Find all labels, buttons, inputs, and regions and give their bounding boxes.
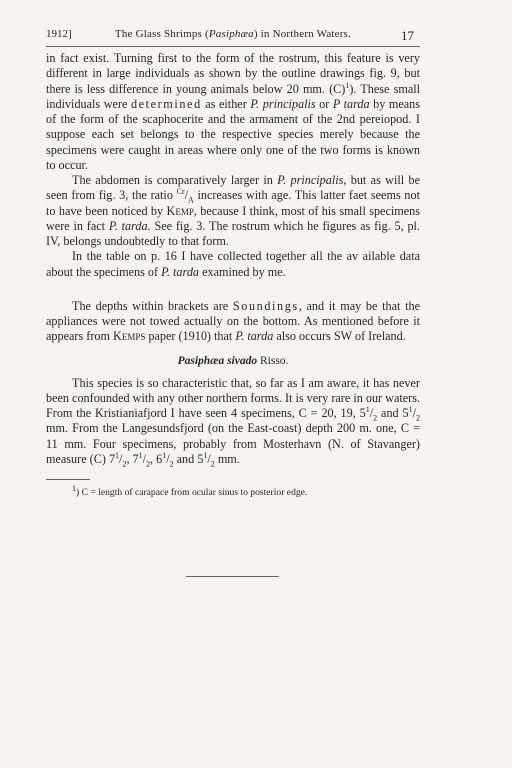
heading-author: Risso.: [257, 354, 289, 367]
fraction-numerator: 1: [203, 450, 208, 460]
text-run: examined by me.: [199, 264, 286, 279]
text-run: In the table on p. 16 I have collected together all the av ailable data about the specimens of: [46, 249, 420, 279]
header-title: [46, 26, 420, 42]
text-run: in fact exist. Turning first to the form of the rostrum, this feature is very different in large individuals as shown by the outline drawings fig. 9, but there is less difference in young animals below 20 mm. (C): [46, 51, 420, 96]
heading-species: Pasiphæa sivado: [177, 354, 258, 367]
footnote-mark: 1: [72, 483, 76, 493]
text-run: mm.: [214, 451, 240, 466]
paragraph-rostrum: [46, 51, 420, 173]
text-run: also occurs SW of Ireland.: [273, 329, 406, 344]
fraction-numerator: 1: [162, 450, 167, 460]
text-run: ). These small individuals were: [46, 81, 420, 111]
fraction-denominator: 2: [210, 459, 215, 469]
species-name: P tarda: [332, 96, 370, 111]
end-rule: [186, 576, 279, 577]
species-name: P. tarda: [235, 329, 274, 344]
header-year: 1912]: [46, 28, 72, 40]
author-name: Kemp: [166, 203, 194, 218]
header-title-post: ) in Northern Waters.: [253, 28, 352, 40]
page-number: 17: [401, 28, 414, 43]
ratio-denominator: A: [188, 195, 194, 205]
spaced-emphasis: determined: [130, 96, 202, 111]
header-title-pre: The Glass Shrimps (: [114, 28, 209, 40]
running-header: [46, 24, 420, 47]
text-run: or: [315, 96, 333, 111]
text-run: increases with age. This latter faet seems not to have been noticed by: [46, 188, 420, 218]
footnote-ref: 1: [345, 80, 350, 90]
paragraph-depths: [46, 299, 420, 345]
fraction-denominator: 2: [122, 459, 127, 469]
fraction-denominator: 2: [373, 413, 378, 423]
text-run: , 6: [150, 451, 163, 466]
text-run: , because I think, most of his small specimens were in fact: [46, 203, 420, 233]
ratio-slash: /: [184, 188, 189, 203]
blank-space: [46, 280, 420, 299]
footnote-text: ) C = length of carapace from ocular sinus to posterior edge.: [76, 487, 308, 498]
fraction-numerator: 1: [115, 450, 120, 460]
fraction-denominator: 2: [146, 459, 151, 469]
text-run: as either: [201, 96, 251, 111]
species-name: P. principalis,: [277, 173, 347, 187]
species-name: P. tarda: [161, 264, 200, 279]
section-heading: [46, 354, 420, 368]
spaced-emphasis: Soundings: [232, 298, 299, 313]
text-run: This species is so characteristic that, so far as I am aware, it has never been confounded with any other northern forms. It is very rare in our waters. From the Kristianiafjord I have seen 4 specimens, C = 20, 19, 5: [46, 375, 420, 420]
fraction-numerator: 1: [365, 404, 370, 414]
fraction-numerator: 1: [138, 450, 143, 460]
author-name: Kemps: [113, 329, 146, 344]
text-run: and 5: [173, 451, 204, 466]
text-run: The abdomen is comparatively larger in: [72, 173, 278, 187]
text-run: by means of the form of the scaphocerite and the armament of the 2nd pereiopod. I suppose each set belongs to the respective species merely because the specimens were caught in areas where only one of the two forms is known to occur.: [46, 96, 420, 172]
text-run: and 5: [377, 406, 409, 420]
text-run: mm. From the Langesundsfjord (on the East-coast) depth 200 m. one, C = 11 mm. Four specimens, probably from Mosterhavn (N. of Stavanger) measure (C) 7: [46, 421, 420, 466]
paragraph-abdomen: [46, 173, 420, 249]
text-run: See fig. 3. The rostrum which he figures as fig. 5, pl. IV, belongs undoubtedly to that form.: [46, 218, 420, 248]
text-run: , and it may be that the appliances were not towed actually on the bottom. As mentioned before it appears from: [46, 298, 420, 344]
footnote-divider: [46, 479, 90, 480]
species-name: P. tarda.: [108, 218, 151, 233]
header-title-genus: Pasiphæa: [208, 28, 254, 40]
text-run: but as will be seen from fig. 3, the ratio: [46, 173, 420, 203]
text-run: paper (1910) that: [145, 329, 236, 344]
footnote: [46, 483, 420, 499]
fraction-denominator: 2: [416, 413, 420, 423]
paragraph-table-reference: [46, 249, 420, 280]
fraction-denominator: 2: [169, 459, 174, 469]
text-run: , 7: [126, 451, 139, 466]
fraction-numerator: 1: [408, 404, 413, 414]
body-text: [46, 51, 420, 499]
paragraph-sivado: This species is so characteristic that, so far as I am aware, it has never been confounded with any other northern forms. It is very rare in our waters. From the Kristianiafjord I have seen 4 specimens, C = 20, 19, $5^1/_2$ and $5^1/_2$ mm. From the Langesundsfjord (on the East-coast) depth 200 m. one, C = 11 mm. Four specimens, probably from Mosterhavn (N. of Stavanger) measure (C) $7^1/_2$, $7^1/_2$, $6^1/_2$ and $5^1/_2$ mm.: [46, 375, 420, 469]
text-run: The depths within brackets are: [72, 298, 233, 313]
species-name: P. principalis: [250, 96, 316, 111]
ratio-numerator: Cr: [176, 187, 185, 197]
